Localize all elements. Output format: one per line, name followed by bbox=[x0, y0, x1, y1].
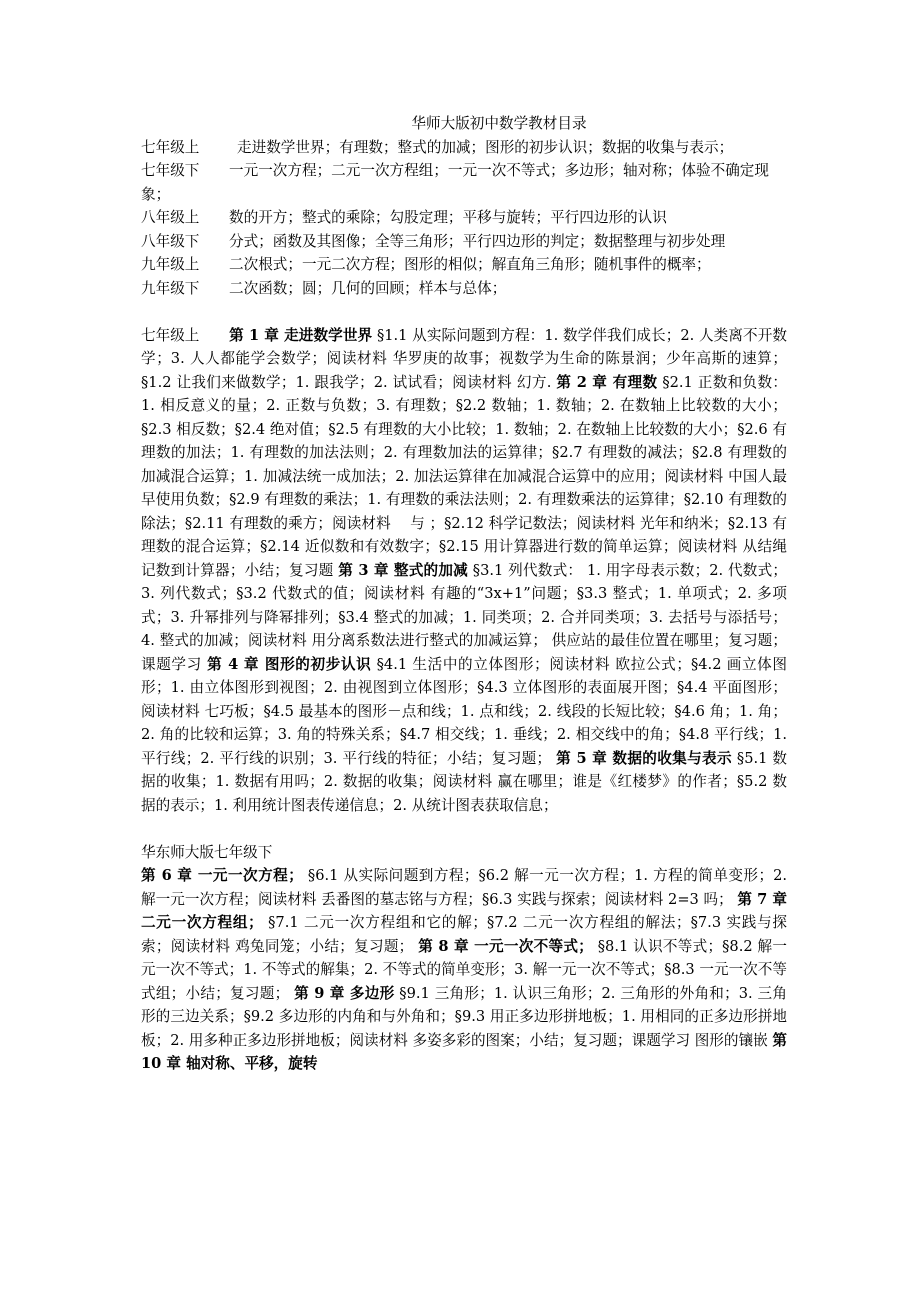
overview-topics: 分式；函数及其图像；全等三角形；平行四边形的判定；数据整理与初步处理 bbox=[229, 232, 726, 250]
chapter-title: 第 10 章 轴对称、平移，旋转 bbox=[141, 1031, 787, 1072]
chapter-contents: §8.1 认识不等式；§8.2 解一元一次不等式；1. 不等式的解集；2. 不等式的简单变形；3. 解一元一次不等式；§8.3 一元一次不等式组；小结；复习题； bbox=[141, 937, 787, 1002]
chapter-title: 第 1 章 走进数学世界 bbox=[229, 326, 373, 344]
section-grade-label: 七年级上 bbox=[141, 326, 200, 344]
chapter-title: 第 8 章 一元一次不等式； bbox=[418, 937, 593, 955]
section-heading: 华东师大版七年级下 bbox=[141, 843, 273, 861]
overview-topics: 二次函数；圆；几何的回顾；样本与总体； bbox=[229, 279, 507, 297]
document-title: 华师大版初中数学教材目录 bbox=[411, 115, 587, 132]
chapter-title: 第 5 章 数据的收集与表示 bbox=[556, 749, 732, 767]
overview-row bbox=[141, 159, 787, 206]
chapter-contents: §9.1 三角形；1. 认识三角形；2. 三角形的外角和；3. 三角形的三边关系；§9.2 多边形的内角和与外角和；§9.3 用正多边形拼地板；1. 用相同的正多边形拼地板；2. 用多种正多边形拼地板；阅读材料 多姿多彩的图案；小结；复习题；课题学习 图形的镶嵌 bbox=[141, 984, 787, 1049]
overview-grade: 八年级下 bbox=[141, 232, 200, 250]
overview-row bbox=[141, 253, 787, 277]
overview-row bbox=[141, 206, 787, 230]
overview-list bbox=[141, 136, 787, 301]
chapter-contents: §4.1 生活中的立体图形；阅读材料 欧拉公式；§4.2 画立体图形；1. 由立体图形到视图；2. 由视图到立体图形；§4.3 立体图形的表面展开图；§4.4 平面图形；阅读材料 七巧板；§4.5 最基本的图形－点和线；1. 点和线；2. 线段的长短比较；§4.6 角；1. 角；2. 角的比较和运算；3. 角的特殊关系；§4.7 相交线；1. 垂线；2. 相交线中的角；§4.8 平行线；1. 平行线；2. 平行线的识别；3. 平行线的特征；小结；复习题； bbox=[141, 655, 787, 767]
overview-grade: 九年级上 bbox=[141, 256, 200, 273]
spacer bbox=[141, 300, 787, 324]
chapter-title: 第 6 章 一元一次方程； bbox=[141, 867, 303, 884]
chapter-contents: §2.1 正数和负数：1. 相反意义的量；2. 正数与负数；3. 有理数；§2.2 数轴；1. 数轴；2. 在数轴上比较数的大小；§2.3 相反数；§2.4 绝对值；§2.5 有理数的大小比较；1. 数轴；2. 在数轴上比较数的大小；§2.6 有理数的加法；1. 有理数的加法法则；2. 有理数加法的运算律；§2.7 有理数的减法；§2.8 有理数的加减混合运算；1. 加减法统一成加法；2. 加法运算律在加减混合运算中的应用；阅读材料 中国人最早使用负数；§2.9 有理数的乘法；1. 有理数的乘法法则；2. 有理数乘法的运算律；§2.10 有理数的除法；§2.11 有理数的乘方；阅读材料 与 ；§2.12 科学记数法；阅读材料 光年和纳米；§2.13 有理数的混合运算；§2.14 近似数和有效数字；§2.15 用计算器进行数的简单运算；阅读材料 从结绳记数到计算器；小结；复习题 bbox=[141, 373, 787, 579]
chapter-title: 第 9 章 多边形 bbox=[294, 984, 395, 1002]
chapter-contents: §3.1 列代数式： 1. 用字母表示数；2. 代数式；3. 列代数式；§3.2 代数式的值；阅读材料 有趣的“3x+1”问题；§3.3 整式；1. 单项式；2. 多项式；3. 升幂排列与降幂排列；§3.4 整式的加减；1. 同类项；2. 合并同类项；3. 去括号与添括号；4. 整式的加减；阅读材料 用分离系数法进行整式的加减运算； 供应站的最佳位置在哪里；复习题；课题学习 bbox=[141, 561, 787, 673]
document-page bbox=[141, 112, 787, 1076]
chapter-title: 第 4 章 图形的初步认识 bbox=[207, 655, 372, 673]
overview-row bbox=[141, 230, 787, 254]
chapter-title: 第 3 章 整式的加减 bbox=[338, 561, 468, 579]
chapter-contents: §6.1 从实际问题到方程；§6.2 解一元一次方程；1. 方程的简单变形；2. 解一元一次方程；阅读材料 丢番图的墓志铭与方程；§6.3 实践与探索；阅读材料 2=3 吗； bbox=[141, 867, 787, 908]
overview-topics: 二次根式；一元二次方程；图形的相似；解直角三角形；随机事件的概率； bbox=[229, 256, 711, 273]
overview-topics: 一元一次方程；二元一次方程组；一元一次不等式；多边形；轴对称；体验不确定现象； bbox=[141, 162, 769, 203]
overview-topics: 走进数学世界；有理数；整式的加减；图形的初步认识；数据的收集与表示； bbox=[237, 138, 734, 156]
overview-grade: 九年级下 bbox=[141, 279, 200, 297]
section-grade7-vol1 bbox=[141, 324, 787, 818]
overview-grade: 八年级上 bbox=[141, 209, 200, 226]
overview-grade: 七年级下 bbox=[141, 162, 200, 179]
overview-row bbox=[141, 136, 787, 160]
overview-topics: 数的开方；整式的乘除；勾股定理；平移与旋转；平行四边形的认识 bbox=[229, 209, 667, 226]
overview-row bbox=[141, 277, 787, 301]
chapter-title: 第 7 章 二元一次方程组； bbox=[141, 890, 787, 931]
overview-grade: 七年级上 bbox=[141, 138, 200, 156]
spacer bbox=[141, 817, 787, 841]
chapter-contents: §1.1 从实际问题到方程：1. 数学伴我们成长；2. 人类离不开数学；3. 人人都能学会数学；阅读材料 华罗庚的故事；视数学为生命的陈景润；少年高斯的速算；§1.2 让我们来做数学；1. 跟我学；2. 试试看；阅读材料 幻方. bbox=[141, 326, 787, 391]
chapter-contents: §7.1 二元一次方程组和它的解；§7.2 二元一次方程组的解法；§7.3 实践与探索；阅读材料 鸡兔同笼；小结；复习题； bbox=[141, 914, 787, 955]
section-grade7-vol2 bbox=[141, 864, 787, 1076]
chapter-title: 第 2 章 有理数 bbox=[556, 373, 658, 391]
chapter-contents: §5.1 数据的收集；1. 数据有用吗；2. 数据的收集；阅读材料 赢在哪里；谁是《红楼梦》的作者；§5.2 数据的表示；1. 利用统计图表传递信息；2. 从统计图表获取信息； bbox=[141, 749, 787, 814]
